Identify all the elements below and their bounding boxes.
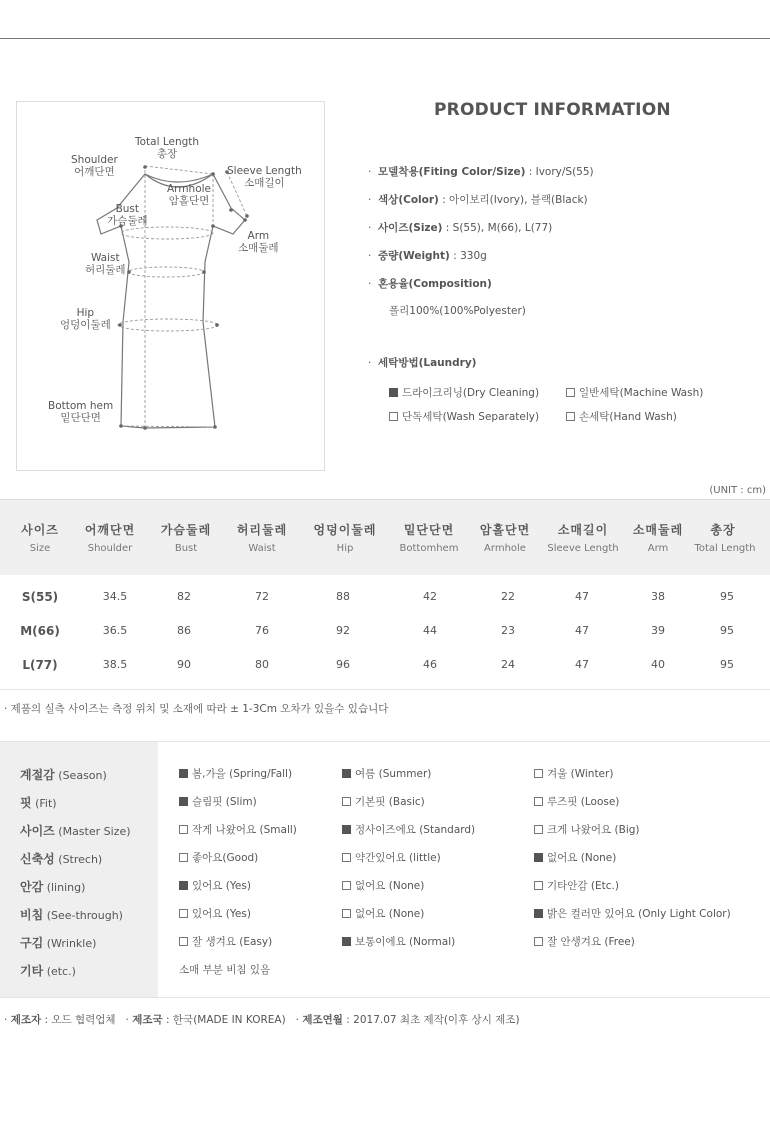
attribute-option (179, 850, 258, 865)
laundry-dry-cleaning: 드라이크리닝(Dry Cleaning) (389, 385, 539, 400)
unchecked-box-icon (389, 412, 398, 421)
attribute-option-label: 잘 생겨요 (Easy) (192, 936, 273, 948)
info-weight: · 중량(Weight) : 330g (368, 250, 487, 262)
checked-box-icon (534, 909, 543, 918)
attribute-option-label: 루즈핏 (Loose) (547, 796, 620, 808)
unchecked-box-icon (534, 825, 543, 834)
size-cell: 90 (177, 658, 191, 671)
attribute-option-label: 잘 안생겨요 (Free) (547, 936, 635, 948)
size-cell: 44 (423, 624, 437, 637)
info-color: · 색상(Color) : 아이보리(Ivory), 블랙(Black) (368, 194, 588, 206)
unchecked-box-icon (179, 853, 188, 862)
unchecked-box-icon (534, 881, 543, 890)
header-ko: 사이즈 (21, 523, 59, 537)
unchecked-box-icon (534, 937, 543, 946)
info-composition: · 혼용율(Composition) (368, 278, 492, 290)
checked-box-icon (342, 937, 351, 946)
attribute-option-label: 정사이즈에요 (Standard) (355, 824, 476, 836)
attribute-option-label: 작게 나왔어요 (Small) (192, 824, 297, 836)
attribute-label-ko: 기타 (20, 964, 44, 978)
unit-label: (UNIT : cm) (709, 485, 766, 496)
size-cell: 95 (720, 658, 734, 671)
size-cell: 82 (177, 590, 191, 603)
unchecked-box-icon (534, 797, 543, 806)
label-waist: Waist 허리둘레 (85, 252, 126, 276)
attribute-option-label: 약간있어요 (little) (355, 852, 441, 864)
checked-box-icon (179, 881, 188, 890)
label-total-length: Total Length 총장 (135, 136, 200, 160)
attribute-label (20, 850, 102, 867)
attribute-option-label: 좋아요(Good) (192, 852, 259, 864)
size-cell: 96 (336, 658, 350, 671)
label-bottom-hem: Bottom hem 밑단단면 (48, 400, 114, 424)
header-ko: 가슴둘레 (160, 523, 212, 537)
attribute-label-ko: 핏 (20, 796, 32, 810)
size-cell: 46 (423, 658, 437, 671)
header-en: Arm (647, 543, 669, 554)
unchecked-box-icon (179, 937, 188, 946)
label-sleeve-length: Sleeve Length 소매길이 (227, 165, 302, 189)
attribute-option-label: 겨울 (Winter) (547, 768, 614, 780)
maker-top-divider (0, 997, 770, 998)
size-row-label: S(55) (21, 590, 59, 604)
header-ko: 어깨단면 (84, 523, 136, 537)
header-ko: 소매둘레 (632, 523, 684, 537)
attribute-label (20, 822, 131, 839)
attribute-option (342, 794, 425, 809)
attribute-option-label: 있어요 (Yes) (192, 880, 251, 892)
header-en: Sleeve Length (547, 543, 619, 554)
size-cell: 23 (501, 624, 515, 637)
attribute-label (20, 906, 123, 923)
header-en: Armhole (484, 543, 526, 554)
unchecked-box-icon (179, 825, 188, 834)
size-cell: 72 (255, 590, 269, 603)
attribute-label-en: (lining) (46, 881, 86, 894)
attribute-label-en: (Wrinkle) (46, 937, 97, 950)
size-cell: 88 (336, 590, 350, 603)
unchecked-box-icon (566, 412, 575, 421)
unchecked-box-icon (342, 797, 351, 806)
attribute-label-en: (etc.) (46, 965, 76, 978)
attribute-label-ko: 안감 (20, 880, 44, 894)
attribute-option (534, 850, 616, 865)
attribute-option (342, 934, 455, 949)
label-armhole: Armhole 암홀단면 (167, 183, 211, 207)
header-ko: 엉덩이둘레 (313, 523, 377, 537)
attribute-label-en: (See-through) (46, 909, 123, 922)
header-en: Waist (248, 543, 276, 554)
size-table-bottom-divider (0, 689, 770, 690)
attribute-option-label: 있어요 (Yes) (192, 908, 251, 920)
unchecked-box-icon (342, 881, 351, 890)
checked-box-icon (342, 769, 351, 778)
attribute-option (179, 794, 257, 809)
size-cell: 42 (423, 590, 437, 603)
laundry-hand-wash: 손세탁(Hand Wash) (566, 409, 677, 424)
attribute-option-label: 밝은 컬러만 있어요 (Only Light Color) (547, 908, 731, 920)
laundry-wash-separately: 단독세탁(Wash Separately) (389, 409, 539, 424)
checked-box-icon (534, 853, 543, 862)
attribute-option (534, 878, 619, 893)
info-size: · 사이즈(Size) : S(55), M(66), L(77) (368, 222, 553, 234)
size-cell: 22 (501, 590, 515, 603)
size-cell: 95 (720, 624, 734, 637)
attribute-label-ko: 비침 (20, 908, 44, 922)
attribute-label (20, 766, 107, 783)
info-laundry: · 세탁방법(Laundry) (368, 357, 477, 369)
attribute-label (20, 934, 96, 951)
unchecked-box-icon (342, 853, 351, 862)
size-cell: 24 (501, 658, 515, 671)
size-cell: 95 (720, 590, 734, 603)
attribute-label-en: (Season) (58, 769, 107, 782)
header-ko: 총장 (710, 523, 736, 537)
header-en: Size (29, 543, 51, 554)
attribute-option-label: 크게 나왔어요 (Big) (547, 824, 640, 836)
unchecked-box-icon (342, 909, 351, 918)
attribute-option-label: 기타안감 (Etc.) (547, 880, 619, 892)
header-ko: 암홀단면 (479, 523, 531, 537)
attribute-option (179, 878, 251, 893)
attribute-option (342, 906, 424, 921)
attribute-label-en: (Strech) (58, 853, 103, 866)
attribute-option (534, 822, 640, 837)
unchecked-box-icon (566, 388, 575, 397)
size-cell: 40 (651, 658, 665, 671)
checked-box-icon (179, 769, 188, 778)
product-information-title: PRODUCT INFORMATION (434, 100, 671, 120)
header-ko: 소매길이 (557, 523, 609, 537)
attribute-option (179, 934, 272, 949)
unchecked-box-icon (534, 769, 543, 778)
attribute-label-ko: 구김 (20, 936, 44, 950)
attribute-option-label: 여름 (Summer) (355, 768, 432, 780)
info-composition-value: 폴리100%(100%Polyester) (389, 305, 526, 317)
attribute-option (342, 850, 441, 865)
attribute-option (342, 766, 431, 781)
label-bust: Bust 가슴둘레 (107, 203, 148, 227)
attribute-option (342, 822, 475, 837)
attribute-option-label: 기본핏 (Basic) (355, 796, 425, 808)
attribute-option (179, 766, 292, 781)
size-cell: 76 (255, 624, 269, 637)
top-divider (0, 38, 770, 39)
attribute-option (534, 766, 613, 781)
size-cell: 47 (575, 590, 589, 603)
attribute-option-label: 봄,가을 (Spring/Fall) (192, 768, 293, 780)
header-ko: 허리둘레 (236, 523, 288, 537)
info-model: · 모델착용(Fiting Color/Size) : Ivory/S(55) (368, 166, 594, 178)
label-shoulder: Shoulder 어깨단면 (71, 154, 118, 178)
attribute-option-label: 없어요 (None) (355, 908, 425, 920)
attribute-label (20, 878, 85, 895)
attribute-option (534, 906, 731, 921)
attribute-label (20, 962, 76, 979)
attribute-option (534, 934, 635, 949)
attribute-label-en: (Fit) (35, 797, 57, 810)
size-cell: 47 (575, 658, 589, 671)
attribute-label-ko: 신축성 (20, 852, 55, 866)
laundry-machine-wash: 일반세탁(Machine Wash) (566, 385, 703, 400)
attribute-label (20, 794, 57, 811)
attribute-option-label: 없어요 (None) (355, 880, 425, 892)
attribute-option (534, 794, 619, 809)
size-cell: 80 (255, 658, 269, 671)
size-row-label: L(77) (22, 658, 58, 672)
header-ko: 밑단단면 (403, 523, 455, 537)
attribute-option (179, 906, 251, 921)
attribute-label-en: (Master Size) (58, 825, 131, 838)
header-en: Bust (174, 543, 198, 554)
measurement-diagram (16, 101, 325, 471)
size-cell: 34.5 (102, 590, 128, 603)
attribute-option-label: 보통이에요 (Normal) (355, 936, 456, 948)
size-cell: 38.5 (102, 658, 128, 671)
attribute-option-label: 슬림핏 (Slim) (192, 796, 257, 808)
size-note: · 제품의 실측 사이즈는 측정 위치 및 소재에 따라 ± 1-3Cm 오차가 있을수 있습니다 (4, 703, 389, 715)
maker-info: · 제조자 : 오드 협력업체 · 제조국 : 한국(MADE IN KOREA) · 제조연월 : 2017.07 최초 제작(이후 상시 제조) (4, 1014, 520, 1026)
size-cell: 47 (575, 624, 589, 637)
header-en: Shoulder (87, 543, 133, 554)
attribute-option (342, 878, 424, 893)
size-cell: 36.5 (102, 624, 128, 637)
unchecked-box-icon (179, 909, 188, 918)
size-cell: 38 (651, 590, 665, 603)
attribute-label-ko: 계절감 (20, 768, 55, 782)
checked-box-icon (342, 825, 351, 834)
attribute-etc-text: 소매 부분 비침 있음 (179, 964, 271, 976)
header-en: Bottomhem (399, 543, 459, 554)
checked-box-icon (389, 388, 398, 397)
attribute-label-ko: 사이즈 (20, 824, 55, 838)
checked-box-icon (179, 797, 188, 806)
label-hip: Hip 엉덩이둘레 (60, 307, 111, 331)
size-cell: 39 (651, 624, 665, 637)
size-row-label: M(66) (20, 624, 60, 638)
header-en: Hip (336, 543, 354, 554)
label-arm: Arm 소매둘레 (238, 230, 279, 254)
size-cell: 86 (177, 624, 191, 637)
attribute-option-label: 없어요 (None) (547, 852, 617, 864)
size-cell: 92 (336, 624, 350, 637)
header-en: Total Length (694, 543, 756, 554)
attribute-option (179, 822, 297, 837)
